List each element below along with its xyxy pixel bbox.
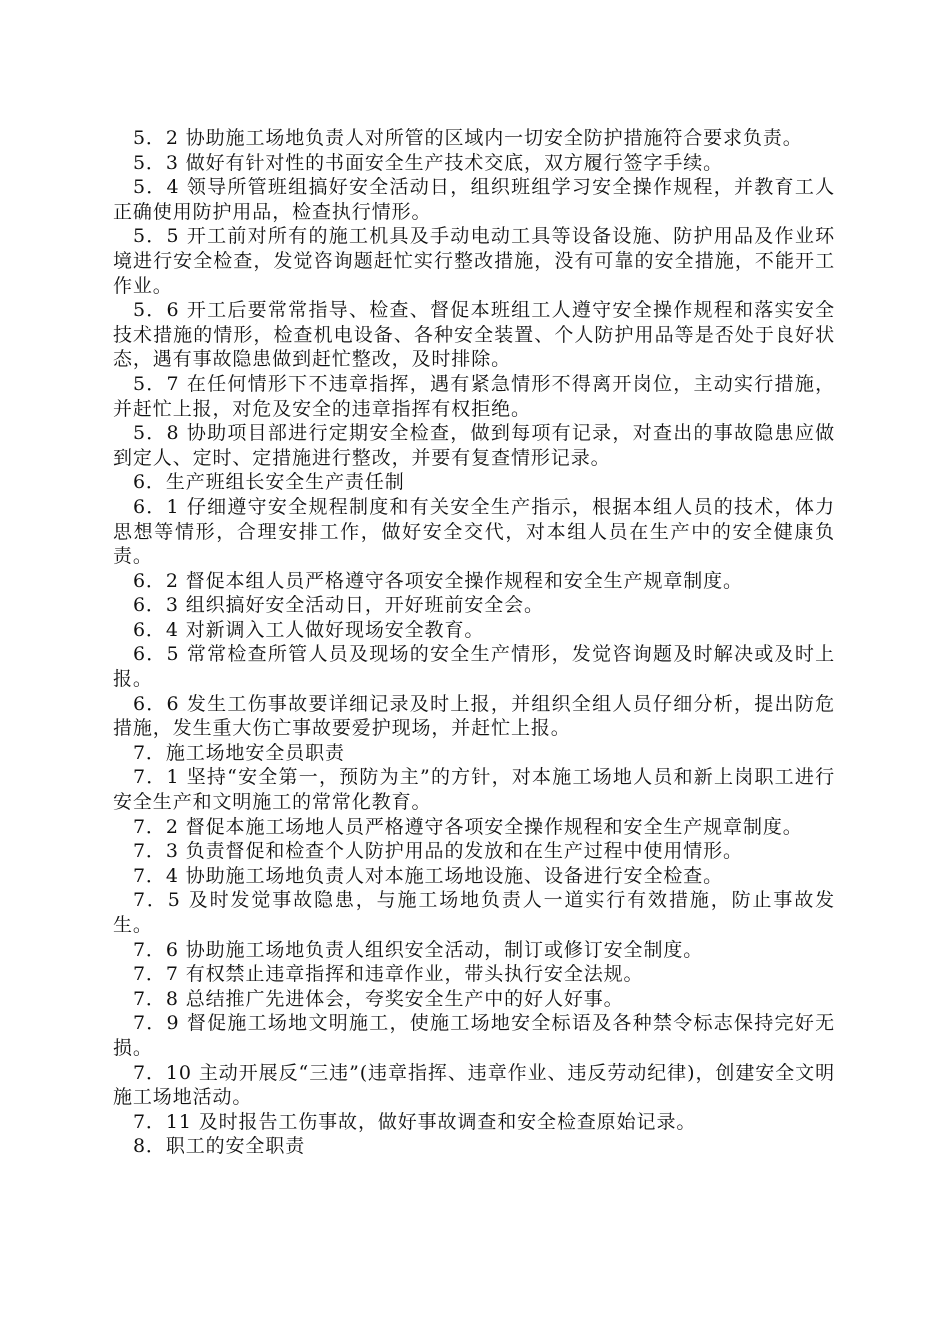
paragraph-7-6: 7．6 协助施工场地负责人组织安全活动，制订或修订安全制度。 — [132, 938, 704, 961]
paragraph-6-6: 6．6 发生工伤事故要详细记录及时上报，并组织全组人员仔细分析，提出防危措施，发生重大伤亡事故要爱护现场，并赶忙上报。 — [113, 692, 835, 740]
paragraph-5-5: 5．5 开工前对所有的施工机具及手动电动工具等设备设施、防护用品及作业环境进行安全检查，发觉咨询题赶忙实行整改措施，没有可靠的安全措施，不能开工作业。 — [113, 225, 835, 297]
paragraph-5-7: 5．7 在任何情形下不违章指挥，遇有紧急情形不得离开岗位，主动实行措施，并赶忙上报，对危及安全的违章指挥有权拒绝。 — [113, 372, 835, 420]
paragraph-7-2: 7．2 督促本施工场地人员严格遵守各项安全操作规程和安全生产规章制度。 — [132, 815, 803, 838]
paragraph-6-5: 6．5 常常检查所管人员及现场的安全生产情形，发觉咨询题及时解决或及时上报。 — [113, 643, 835, 691]
paragraph-5-2: 5．2 协助施工场地负责人对所管的区域内一切安全防护措施符合要求负责。 — [132, 127, 803, 149]
section-heading-7: 7．施工场地安全员职责 — [132, 741, 345, 764]
paragraph-6-2: 6．2 督促本组人员严格遵守各项安全操作规程和安全生产规章制度。 — [132, 569, 743, 592]
paragraph-7-8: 7．8 总结推广先进体会，夸奖安全生产中的好人好事。 — [132, 987, 624, 1010]
paragraph-5-8: 5．8 协助项目部进行定期安全检查，做到每项有记录，对查出的事故隐患应做到定人、定时、定措施进行整改，并要有复查情形记录。 — [113, 422, 835, 469]
paragraph-5-4: 5．4 领导所管班组搞好安全活动日，组织班组学习安全操作规程，并教育工人正确使用防护用品，检查执行情形。 — [113, 176, 835, 223]
paragraph-7-1: 7．1 坚持“安全第一，预防为主”的方针，对本施工场地人员和新上岗职工进行安全生产和文明施工的常常化教育。 — [113, 766, 835, 814]
paragraph-7-10: 7．10 主动开展反“三违”(违章指挥、违章作业、违反劳动纪律)，创建安全文明施工场地活动。 — [113, 1061, 835, 1109]
paragraph-7-5: 7．5 及时发觉事故隐患，与施工场地负责人一道实行有效措施，防止事故发生。 — [113, 889, 835, 936]
paragraph-7-7: 7．7 有权禁止违章指挥和违章作业，带头执行安全法规。 — [132, 963, 644, 986]
paragraph-7-3: 7．3 负责督促和检查个人防护用品的发放和在生产过程中使用情形。 — [132, 840, 743, 863]
section-heading-8: 8．职工的安全职责 — [132, 1135, 306, 1158]
paragraph-5-6: 5．6 开工后要常常指导、检查、督促本班组工人遵守安全操作规程和落实安全技术措施的情形，检查机电设备、各种安全装置、个人防护用品等是否处于良好状态，遇有事故隐患做到赶忙整改，及时排除。 — [113, 299, 835, 371]
paragraph-6-4: 6．4 对新调入工人做好现场安全教育。 — [132, 618, 485, 641]
document-page — [113, 126, 835, 1159]
paragraph-7-4: 7．4 协助施工场地负责人对本施工场地设施、设备进行安全检查。 — [132, 864, 724, 887]
paragraph-7-11: 7．11 及时报告工伤事故，做好事故调查和安全检查原始记录。 — [132, 1110, 697, 1133]
paragraph-6-3: 6．3 组织搞好安全活动日，开好班前安全会。 — [132, 594, 544, 617]
paragraph-6-1: 6．1 仔细遵守安全规程制度和有关安全生产指示，根据本组人员的技术，体力思想等情形，合理安排工作，做好安全交代，对本组人员在生产中的安全健康负责。 — [113, 495, 835, 568]
section-heading-6: 6．生产班组长安全生产责任制 — [132, 471, 405, 494]
paragraph-7-9: 7．9 督促施工场地文明施工，使施工场地安全标语及各种禁令标志保持完好无损。 — [113, 1012, 835, 1059]
paragraph-5-3: 5．3 做好有针对性的书面安全生产技术交底，双方履行签字手续。 — [132, 151, 724, 174]
